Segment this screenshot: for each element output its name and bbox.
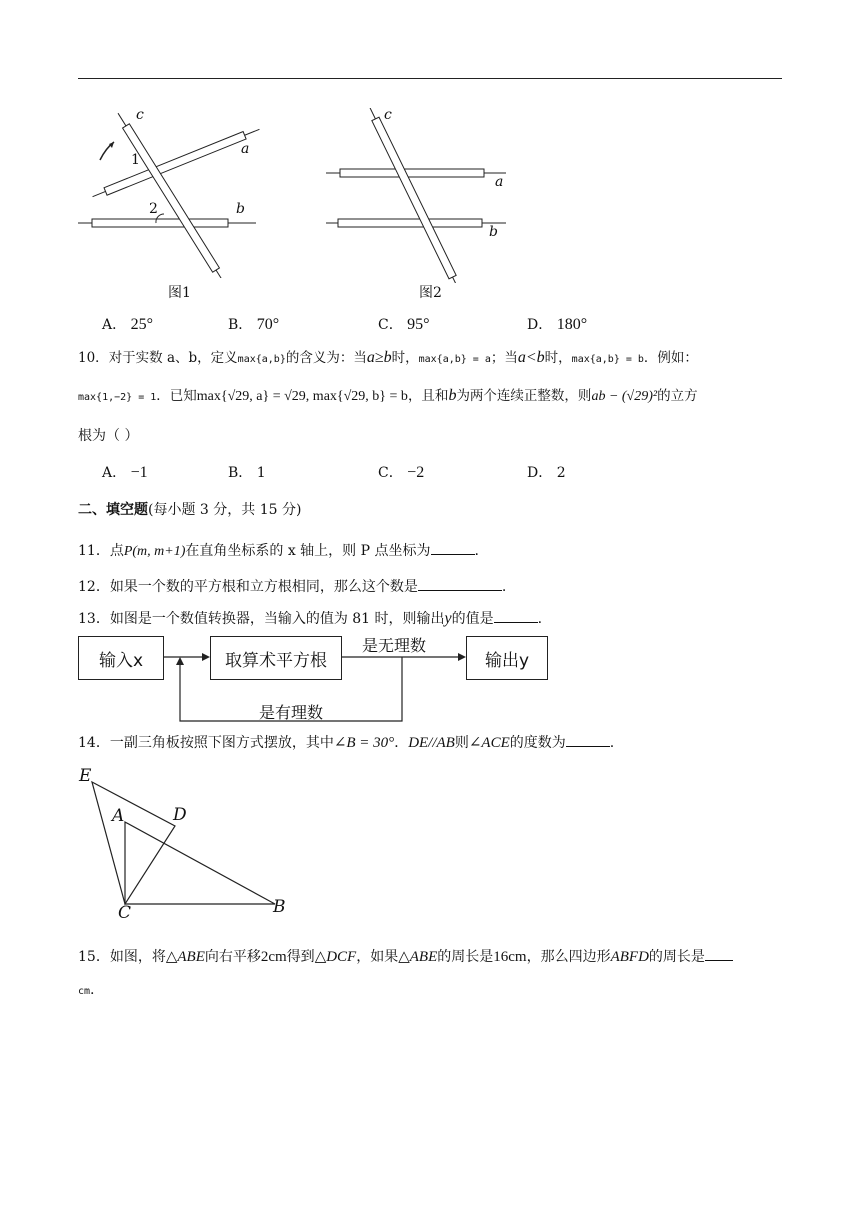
q13: 13．如图是一个数值转换器，当输入的值为 81 时，则输出y的值是 . [78,610,543,627]
fig1-label-2: 2 [149,201,158,217]
q9-option-a: A． 25° [102,316,153,333]
fig2-label-b: b [489,224,498,240]
flowchart-rational-label: 是有理数 [259,703,324,722]
q14-label-e: E [79,766,92,786]
flowchart-input-box: 输入x [78,636,164,680]
flowchart-process-box: 取算术平方根 [210,636,342,680]
q14-answer-blank[interactable] [566,732,610,747]
fig2-caption: 图2 [419,285,442,301]
fig1-label-a: a [241,141,250,157]
q14-label-b: B [273,897,286,917]
q11-answer-blank[interactable] [431,540,475,555]
q10-line-2: max{1,−2} = 1．已知max{√29, a} = √29, max{√29, b} = b，且和b为两个连续正整数，则ab − (√29)²的立方 [78,387,698,404]
header-rule [78,78,782,79]
q15-answer-blank[interactable] [705,946,733,961]
q13-answer-blank[interactable] [494,608,538,623]
section-2-heading: 二、填空题(每小题 3 分，共 15 分) [78,502,302,518]
q15-line-1: 15．如图，将△ABE向右平移2cm得到△DCF，如果△ABE的周长是16cm，那么四边形ABFD的周长是 [78,946,733,967]
q10-option-d: D． 2 [527,465,566,481]
q10-line-1: 10．对于实数 a、b，定义max{a,b}的含义为：当a≥b时，max{a,b} = a；当a<b时，max{a,b} = b．例如： [78,349,698,366]
q14-label-d: D [173,805,187,825]
q12: 12．如果一个数的平方根和立方根相同，那么这个数是 . [78,576,506,597]
fig2-label-c: c [384,107,392,123]
fig1-caption: 图1 [168,285,191,301]
q9-option-c: C． 95° [378,316,430,333]
q14-triangle-figure [70,760,300,925]
fig2-label-a: a [495,174,504,190]
fig1-label-c: c [136,107,144,123]
fig1-label-b: b [236,201,245,217]
figure-2 [320,108,520,283]
q12-answer-blank[interactable] [418,576,502,591]
q10-option-c: C． −2 [378,464,425,481]
q9-option-b: B． 70° [228,316,280,333]
q11: 11．点P(m, m+1)在直角坐标系的 x 轴上，则 P 点坐标为 . [78,540,479,562]
q15-line-2: cm. [78,982,95,998]
flowchart-output-box: 输出y [466,636,548,680]
fig1-label-1: 1 [131,152,140,168]
q10-line-3: 根为（ ） [78,428,139,444]
q10-option-a: A． −1 [102,464,148,481]
flowchart-irrational-label: 是无理数 [362,636,427,655]
q14: 14．一副三角板按照下图方式摆放，其中∠B = 30°．DE//AB则∠ACE的度数为 . [78,732,614,753]
q10-option-b: B． 1 [228,465,266,481]
q14-label-c: C [118,903,132,923]
q9-option-d: D． 180° [527,316,588,333]
q14-label-a: A [112,806,125,826]
figure-1 [76,108,276,278]
